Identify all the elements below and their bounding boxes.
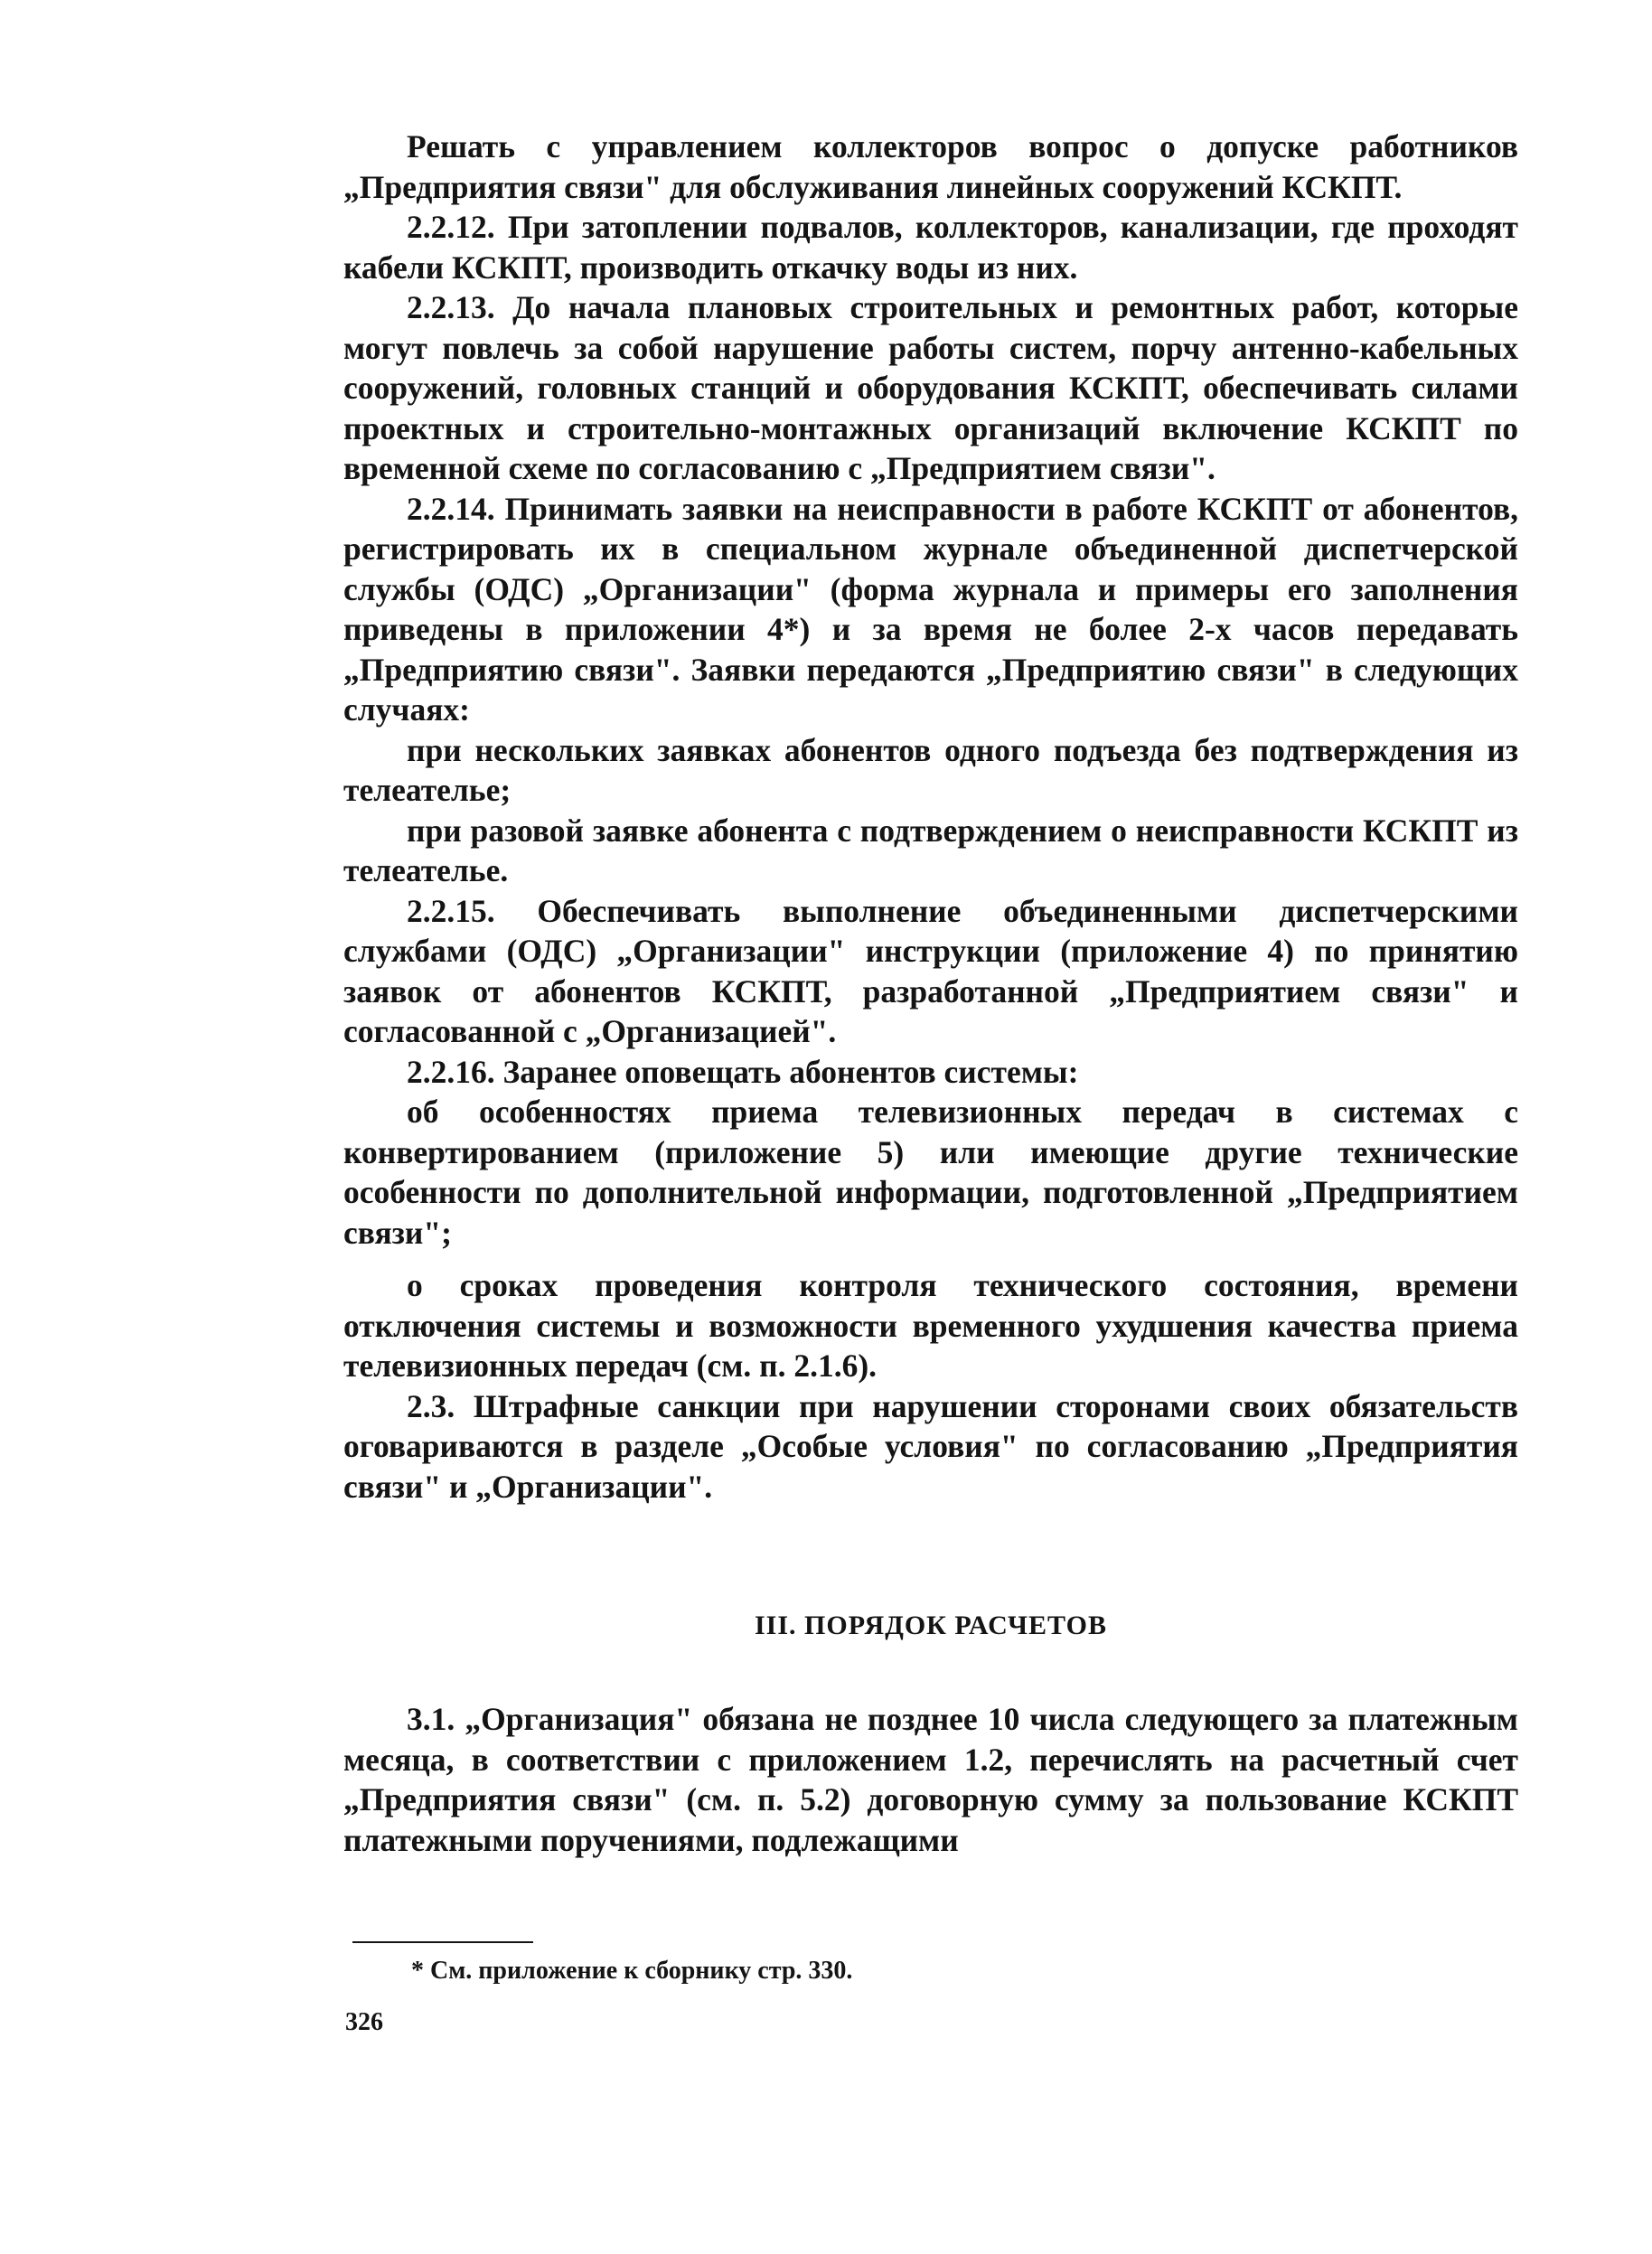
paragraph-2-2-13: 2.2.13. До начала плановых строительных и ремонтных работ, которые могут повлечь за собой нарушение работы систем, порчу антенно-кабельных сооружений, головных станций и оборудования КСКПТ, обеспечивать силами проектных и строительно-монтажных организаций включение КСКПТ по временной схеме по согласованию с „Предприятием связи".: [343, 289, 1518, 486]
body-text: [343, 127, 1518, 1507]
page-number: 326: [345, 2008, 383, 2036]
paragraph-case-multiple-requests: при нескольких заявках абонентов одного подъезда без подтверждения из телеателье;: [343, 731, 1518, 808]
section-heading: III. ПОРЯДОК РАСЧЕТОВ: [755, 1611, 1107, 1640]
paragraph-2-2-16: 2.2.16. Заранее оповещать абонентов системы:: [407, 1053, 1079, 1090]
paragraph-reception-features: об особенностях приема телевизионных передач в системах с конвертированием (приложение 5) или имеющие другие технические особенности по дополнительной информации, подготовленной „Предприятием связи";: [343, 1094, 1518, 1251]
paragraph-3-1: 3.1. „Организация" обязана не позднее 10 числа следующего за платежным месяца, в соответствии с приложением 1.2, перечислять на расчетный счет „Предприятия связи" (см. п. 5.2) договорную сумму за пользование КСКПТ платежными поручениями, подлежащими: [343, 1701, 1518, 1858]
footnote: * См. приложение к сборнику стр. 330.: [411, 1957, 853, 1985]
footnote-divider: [352, 1941, 533, 1943]
paragraph-collector-access: Решать с управлением коллекторов вопрос о допуске работников „Предприятия связи" для обслуживания линейных сооружений КСКПТ.: [343, 128, 1518, 205]
paragraph-2-2-14: 2.2.14. Принимать заявки на неисправности в работе КСКПТ от абонентов, регистрировать их в специальном журнале объединенной диспетчерской службы (ОДС) „Организации" (форма журнала и примеры его заполнения приведены в приложении 4*) и за время не более 2-х часов передавать „Предприятию связи". Заявки передаются „Предприятию связи" в следующих случаях:: [343, 490, 1518, 728]
paragraph-2-3: 2.3. Штрафные санкции при нарушении сторонами своих обязательств оговариваются в разделе „Особые условия" по согласованию „Предприятия связи" и „Организации".: [343, 1387, 1518, 1505]
paragraph-2-2-15: 2.2.15. Обеспечивать выполнение объединенными диспетчерскими службами (ОДС) „Организации" инструкции (приложение 4) по принятию заявок от абонентов КСКПТ, разработанной „Предприятием связи" и согласованной с „Организацией".: [343, 892, 1518, 1049]
paragraph-inspection-terms: о сроках проведения контроля технического состояния, времени отключения системы и возможности временного ухудшения качества приема телевизионных передач (см. п. 2.1.6).: [343, 1267, 1518, 1384]
paragraph-2-2-12: 2.2.12. При затоплении подвалов, коллекторов, канализации, где проходят кабели КСКПТ, производить откачку воды из них.: [343, 209, 1518, 286]
section-body: [343, 1699, 1518, 1860]
paragraph-case-single-request: при разовой заявке абонента с подтверждением о неисправности КСКПТ из телеателье.: [343, 812, 1518, 888]
